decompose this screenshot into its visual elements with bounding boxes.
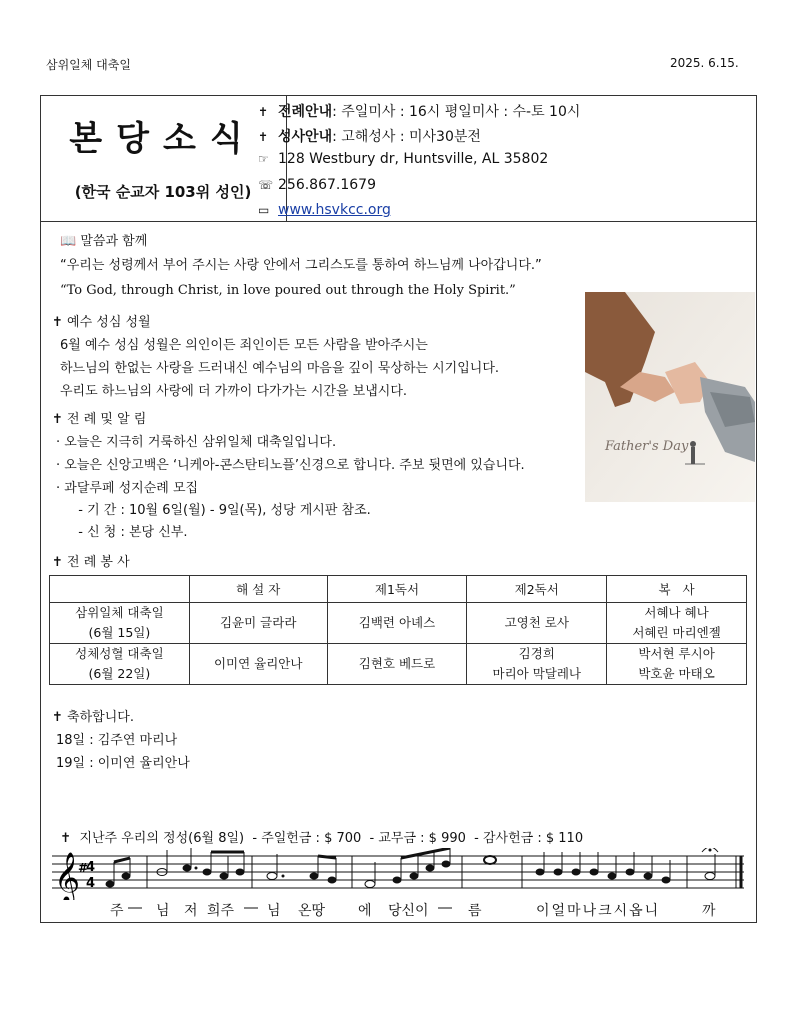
music-staff (52, 848, 744, 900)
cross-icon: ✝ (52, 555, 63, 570)
congrats-line: 18일 : 김주연 마리나 (56, 733, 178, 748)
website-link[interactable]: www.hsvkcc.org (278, 202, 391, 218)
phone-icon: ☏ (258, 178, 274, 192)
service-day: 삼위일체 대축일 (75, 605, 164, 620)
reading2-name: 김경희 (518, 646, 555, 661)
lyric-syllable: 름 (468, 903, 482, 919)
cross-icon: ✝ (52, 315, 63, 330)
svg-text:4: 4 (86, 876, 96, 891)
service-day: 성체성혈 대축일 (75, 646, 164, 661)
table-header-row (50, 576, 747, 603)
word-korean: “우리는 성령께서 부어 주시는 사랑 안에서 그리스도를 통하여 하느님께 나아갑니다.” (60, 258, 542, 273)
sacrament-text: : 고해성사 : 미사30분전 (332, 129, 481, 145)
phone-info (258, 177, 376, 193)
congrats-heading-text: 축하합니다. (67, 710, 134, 725)
commentator-cell: 이미연 율리안나 (189, 644, 327, 685)
column-header: 제2독서 (467, 576, 607, 603)
mass-text: : 주일미사 : 16시 평일미사 : 수-토 10시 (332, 104, 581, 120)
lyric-syllable: 저 (184, 903, 198, 919)
reading1-cell: 김백련 아녜스 (327, 603, 467, 644)
svg-text:#: # (78, 861, 89, 875)
lyric-syllable: ― (244, 900, 258, 916)
notice-item: - 신 청 : 본당 신부. (70, 525, 188, 540)
feast-label: 삼위일체 대축일 (46, 58, 131, 72)
pointing-hand-icon: ☞ (258, 152, 269, 166)
page-subtitle: (한국 순교자 103위 성인) (74, 183, 252, 201)
page-title: 본당소식 (69, 119, 257, 159)
fathers-day-photo (585, 292, 755, 502)
lyric-syllable: 에 (358, 903, 372, 919)
svg-text:4: 4 (86, 860, 96, 875)
lyric-syllable: 온땅 (298, 903, 326, 919)
table-row (50, 644, 747, 685)
book-icon: 📖 (60, 234, 77, 249)
notice-item: · 오늘은 신앙고백은 ‘니케아-콘스탄티노플’신경으로 합니다. 주보 뒷면에 있습니다. (56, 458, 525, 473)
service-day-cell (50, 603, 190, 644)
notice-item: · 오늘은 지극히 거룩하신 삼위일체 대축일입니다. (56, 435, 337, 450)
sacred-heart-line: 하느님의 한없는 사랑을 드러내신 예수님의 마음을 깊이 묵상하는 시기입니다. (60, 361, 500, 376)
sacred-heart-heading-text: 예수 성심 성월 (67, 315, 151, 330)
notices-heading-text: 전 례 및 알 림 (67, 412, 147, 427)
cross-icon: ✝ (52, 412, 63, 427)
word-heading-text: 말씀과 함께 (80, 234, 148, 249)
mass-label: 전례안내 (278, 104, 333, 120)
server-name: 박호윤 마태오 (638, 666, 715, 681)
website-info (258, 202, 391, 218)
reading2-name: 고영천 로사 (504, 615, 569, 630)
notice-item: - 기 간 : 10월 6일(월) - 9일(목), 성당 게시판 참조. (70, 503, 371, 518)
server-cell (607, 603, 747, 644)
sacred-heart-heading (52, 311, 151, 334)
lyric-syllable: 이얼마나크시옵니 (536, 903, 661, 919)
congrats-heading (52, 706, 134, 729)
lyric-syllable: 당신이 (388, 903, 429, 919)
server-cell (607, 644, 747, 685)
treble-clef-icon: 𝄞 (54, 852, 81, 900)
service-day-cell (50, 644, 190, 685)
mass-info (258, 101, 580, 121)
lyric-syllable: 주 (110, 903, 124, 919)
commentator-cell: 김윤미 글라라 (189, 603, 327, 644)
sacrament-info (258, 126, 481, 146)
song-lyrics (52, 900, 744, 924)
column-header: 복 사 (607, 576, 747, 603)
service-date: (6월 22일) (88, 666, 151, 681)
word-heading (60, 230, 147, 253)
sacred-heart-line: 우리도 하느님의 사랑에 더 가까이 다가가는 시간을 보냅시다. (60, 384, 408, 399)
offering-text: 지난주 우리의 정성(6월 8일) - 주일헌금 : $ 700 - 교무금 : $ 990 - 감사헌금 : $ 110 (79, 831, 584, 846)
lyric-syllable: ― (128, 900, 142, 916)
cross-icon: ✝ (60, 831, 72, 846)
sacred-heart-line: 6월 예수 성심 성월은 의인이든 죄인이든 모든 사람을 받아주시는 (60, 338, 428, 353)
column-header: 제1독서 (327, 576, 467, 603)
server-name: 서혜린 마리엔젤 (632, 625, 721, 640)
server-name: 박서현 루시아 (638, 646, 715, 661)
bulletin-date: 2025. 6.15. (670, 56, 739, 70)
notice-item: · 과달루페 성지순례 모집 (56, 481, 199, 496)
reading2-cell (467, 603, 607, 644)
cross-icon: ✝ (258, 130, 269, 144)
service-date: (6월 15일) (88, 625, 151, 640)
reading2-name: 마리아 막달레나 (492, 666, 581, 681)
sacrament-label: 성사안내 (278, 129, 333, 145)
phone-text: 256.867.1679 (278, 177, 376, 193)
header-title-box (40, 95, 287, 221)
congrats-line: 19일 : 이미연 율리안나 (56, 756, 190, 771)
lyric-syllable: 님 (156, 903, 170, 919)
cross-icon: ✝ (52, 710, 63, 725)
address-info (258, 151, 548, 167)
reading1-cell: 김현호 베드로 (327, 644, 467, 685)
server-name: 서혜나 혜나 (644, 605, 709, 620)
column-header: 해 설 자 (189, 576, 327, 603)
lyric-syllable: 까 (702, 903, 716, 919)
table-row (50, 603, 747, 644)
column-header (50, 576, 190, 603)
word-english: “To God, through Christ, in love poured out through the Holy Spirit.” (60, 283, 516, 298)
lyric-syllable: 희주 (207, 903, 235, 919)
computer-icon: ▭ (258, 203, 270, 217)
notices-heading (52, 408, 146, 431)
service-heading-text: 전 례 봉 사 (67, 555, 130, 570)
service-table (49, 575, 747, 685)
service-heading (52, 551, 130, 574)
lyric-syllable: 님 (267, 903, 281, 919)
cross-icon: ✝ (258, 105, 269, 119)
lyric-syllable: ― (438, 900, 452, 916)
address-text: 128 Westbury dr, Huntsville, AL 35802 (278, 151, 549, 167)
offering-line (52, 804, 583, 850)
photo-caption: Father's Day (605, 439, 689, 454)
reading2-cell (467, 644, 607, 685)
